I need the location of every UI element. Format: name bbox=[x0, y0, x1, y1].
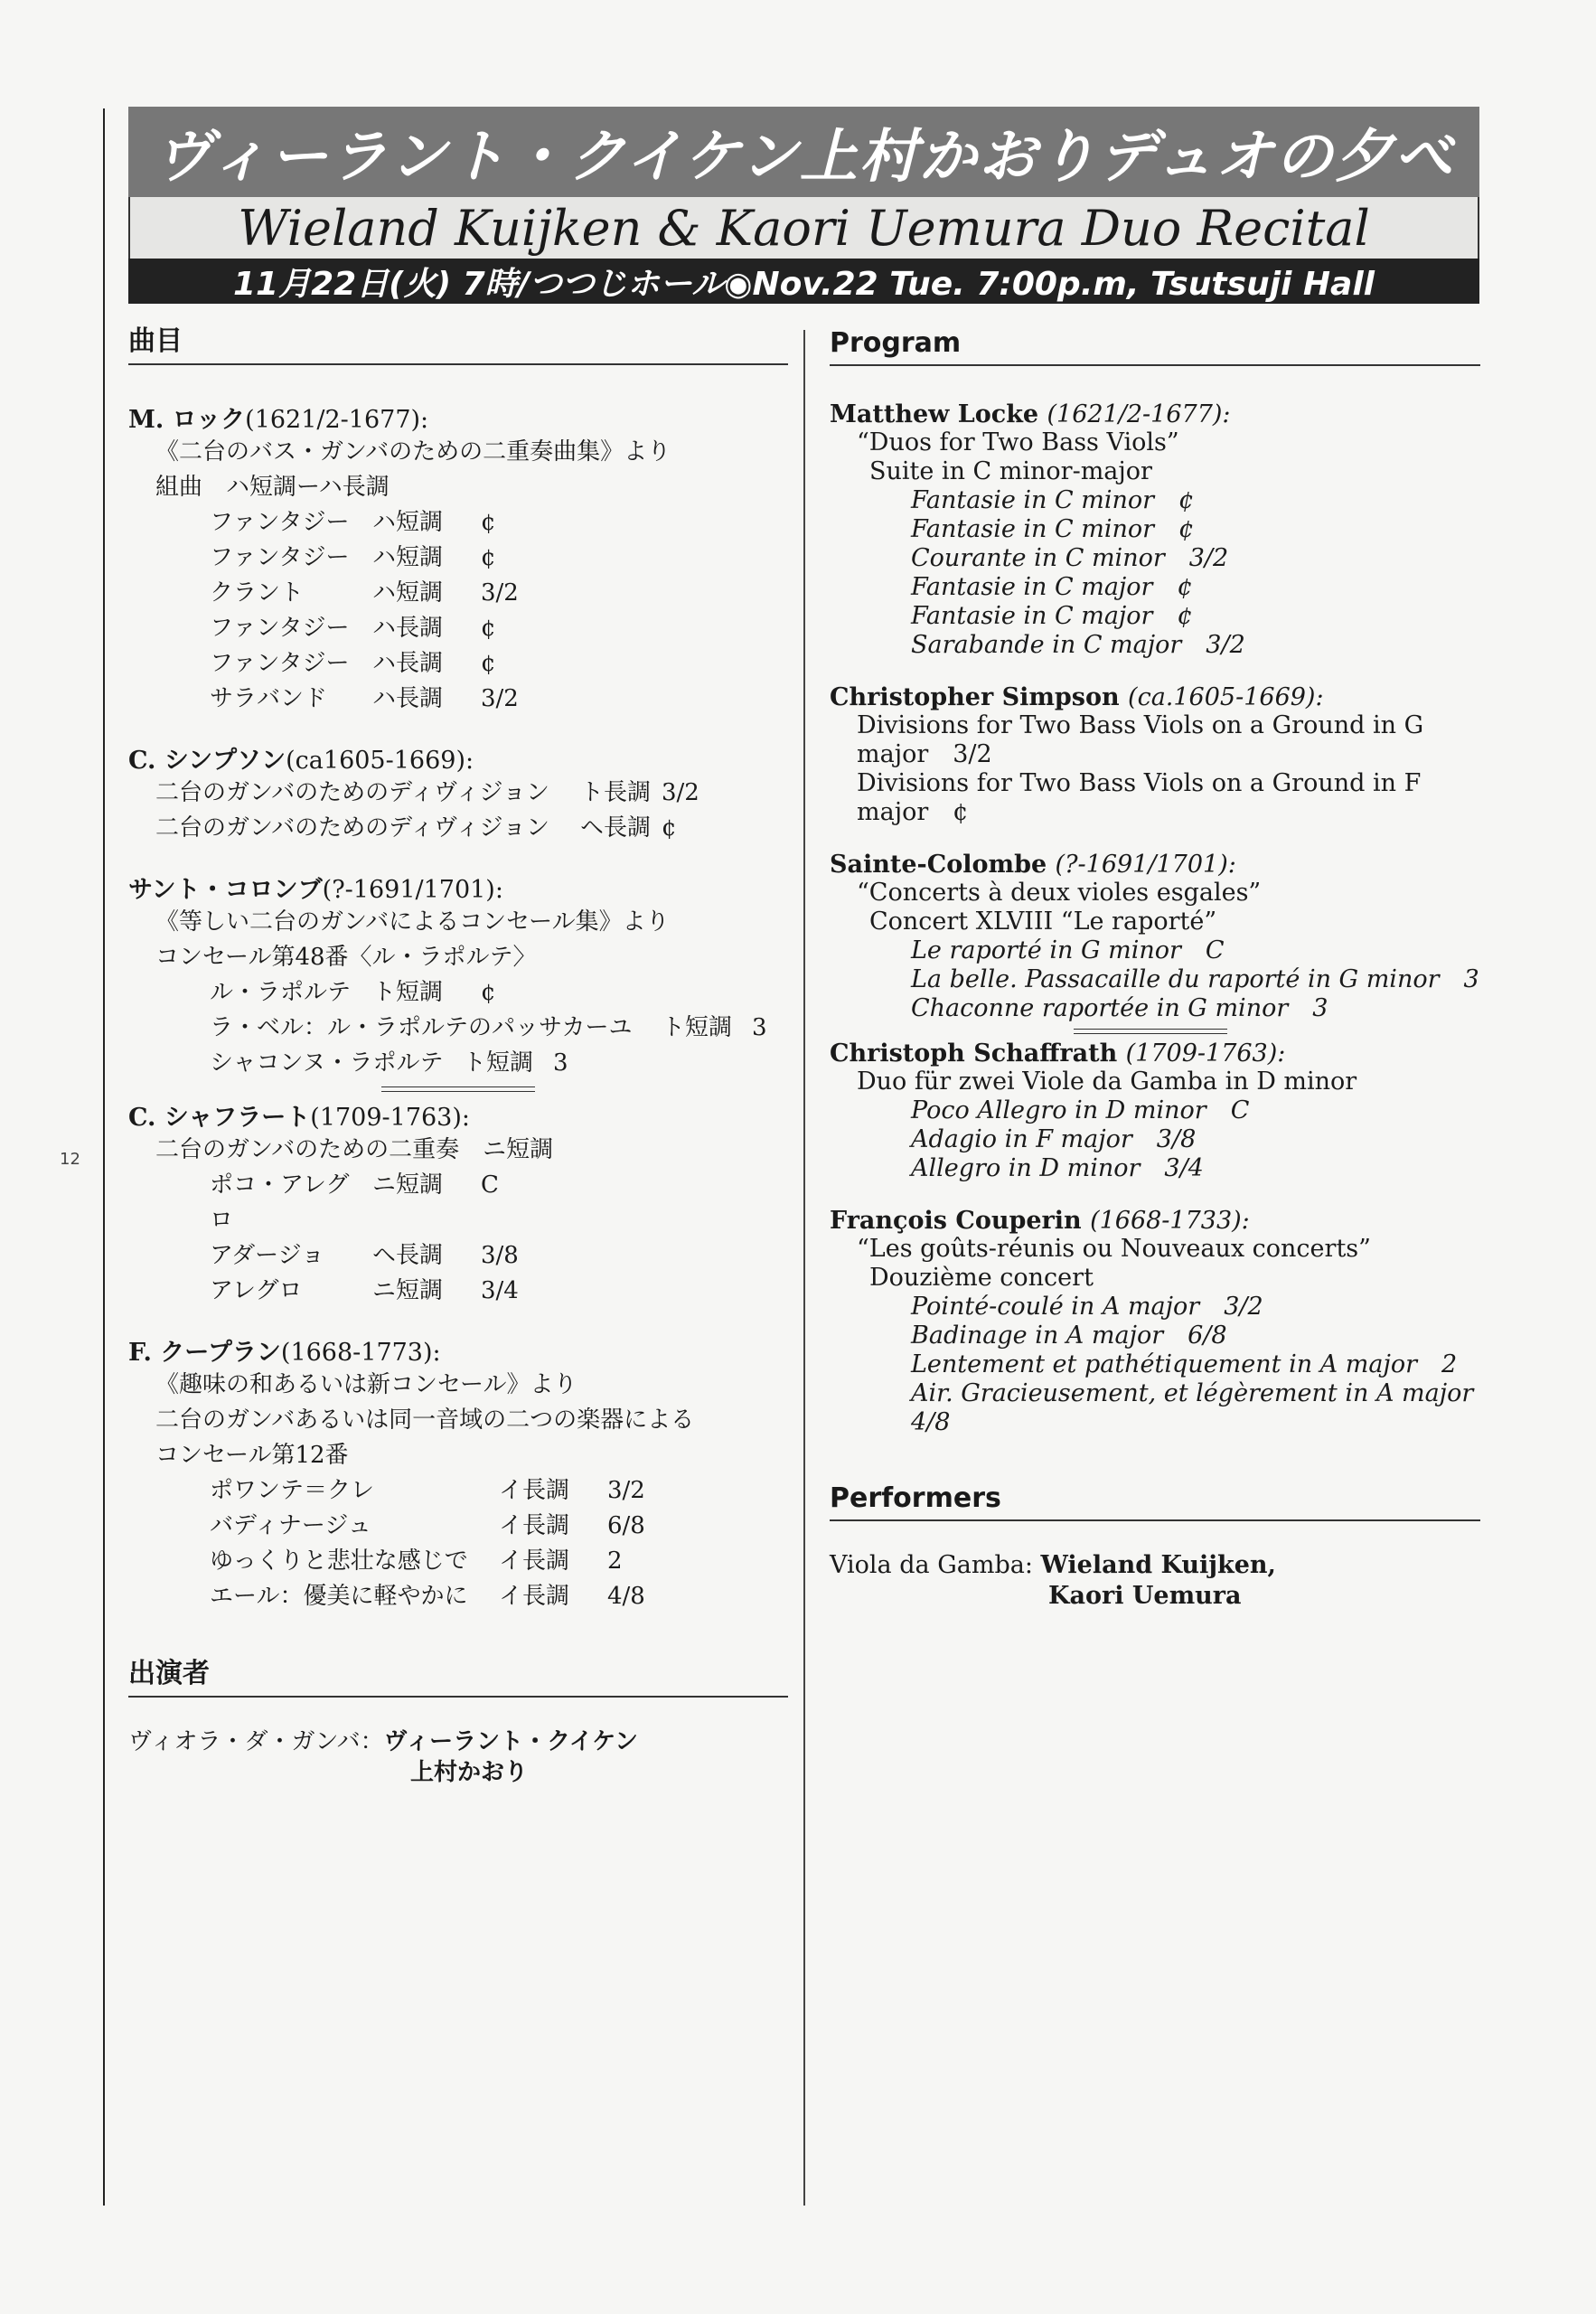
title-block bbox=[128, 107, 1479, 304]
movement-row: Fantasie in C minor ¢ bbox=[911, 486, 1195, 514]
movement-row: Fantasie in C major ¢ bbox=[911, 573, 1193, 601]
movement-row: Le raporté in G minor C bbox=[911, 936, 1225, 964]
movement-row: Lentement et pathétiquement in A major 2 bbox=[911, 1350, 1458, 1378]
concert-title: コンセール第48番〈ル・ラポルテ〉 bbox=[155, 944, 537, 971]
movement-row: Poco Allegro in D minor C bbox=[911, 1096, 1250, 1124]
movement-row: Fantasie in C minor ¢ bbox=[911, 515, 1195, 543]
double-rule bbox=[1074, 1029, 1227, 1034]
performers-heading-en: Performers bbox=[830, 1482, 1480, 1521]
movement-row: シャコンヌ・ラポルテ ト短調 3 bbox=[210, 1049, 568, 1077]
japanese-program-column bbox=[128, 318, 788, 1788]
movement-row: Chaconne raportée in G minor 3 bbox=[911, 994, 1328, 1022]
movement-row: Allegro in D minor 3/4 bbox=[911, 1154, 1204, 1182]
composer-locke-en: Matthew Locke (1621/2-1677): bbox=[830, 400, 1231, 428]
work-row: 二台のガンバのためのディヴィジョン ヘ長調 ¢ bbox=[155, 814, 677, 842]
title-en: Wieland Kuijken & Kaori Uemura Duo Recital bbox=[128, 197, 1479, 259]
work-row: 二台のガンバのためのディヴィジョン ト長調 3/2 bbox=[155, 779, 699, 806]
composer-schaffrath-jp: C. シャフラート(1709-1763): bbox=[128, 1104, 470, 1132]
work-title: “Concerts à deux violes esgales” bbox=[857, 879, 1262, 907]
movement-row: ラ・ベル：ル・ラポルテのパッサカーユ ト短調 3 bbox=[210, 1014, 767, 1041]
page-number: 12 bbox=[60, 1150, 80, 1169]
movement-row: Sarabande in C major 3/2 bbox=[911, 631, 1245, 659]
movement-row: エール：優美に軽やかに イ長調 4/8 bbox=[210, 1583, 645, 1610]
work-title: “Duos for Two Bass Viols” bbox=[857, 428, 1179, 456]
movement-row: ファンタジー ハ短調 ¢ bbox=[210, 544, 496, 571]
performers-en: Viola da Gamba: Wieland Kuijken, Kaori Uemura bbox=[830, 1551, 1276, 1610]
composer-simpson-jp: C. シンプソン(ca1605-1669): bbox=[128, 747, 474, 775]
work-title: “Les goûts-réunis ou Nouveaux concerts” bbox=[857, 1235, 1371, 1263]
movement-row: ポコ・アレグロ ニ短調 C bbox=[210, 1171, 499, 1234]
work-title: 二台のガンバのための二重奏 ニ短調 bbox=[155, 1136, 554, 1163]
title-jp: ヴィーラント・クイケン上村かおりデュオの夕べ bbox=[128, 107, 1479, 197]
performers-jp: ヴィオラ・ダ・ガンバ：ヴィーラント・クイケン 上村かおり bbox=[128, 1728, 638, 1786]
movement-row: Courante in C minor 3/2 bbox=[911, 544, 1229, 572]
column-divider bbox=[803, 330, 805, 2206]
composer-couperin-jp: F. クープラン(1668-1773): bbox=[128, 1339, 441, 1367]
movement-row: ポワンテ＝クレ イ長調 3/2 bbox=[210, 1477, 645, 1504]
composer-locke-jp: M. ロック(1621/2-1677): bbox=[128, 406, 429, 434]
movement-row: La belle. Passacaille du raporté in G minor 3 bbox=[911, 965, 1479, 993]
date-venue-line: 11月22日(火) 7時/つつじホール◉Nov.22 Tue. 7:00p.m, Tsutsuji Hall bbox=[128, 259, 1479, 304]
work-title: Divisions for Two Bass Viols on a Ground in G major 3/2 bbox=[857, 711, 1424, 768]
composer-simpson-en: Christopher Simpson (ca.1605-1669): bbox=[830, 683, 1324, 711]
work-title: 《二台のバス・ガンバのための二重奏曲集》より bbox=[155, 438, 671, 466]
movement-row: Fantasie in C major ¢ bbox=[911, 602, 1193, 630]
movement-row: Pointé-coulé in A major 3/2 bbox=[911, 1293, 1263, 1321]
movement-row: Adagio in F major 3/8 bbox=[911, 1125, 1197, 1153]
left-margin-rule bbox=[103, 108, 105, 2206]
movement-row: ファンタジー ハ短調 ¢ bbox=[210, 509, 496, 536]
movement-row: ファンタジー ハ長調 ¢ bbox=[210, 615, 496, 642]
composer-couperin-en: François Couperin (1668-1733): bbox=[830, 1207, 1250, 1235]
movement-row: バディナージュ イ長調 6/8 bbox=[210, 1512, 645, 1539]
work-title: Divisions for Two Bass Viols on a Ground in F major ¢ bbox=[857, 769, 1422, 826]
program-heading-en: Program bbox=[830, 327, 1480, 366]
work-title: Duo für zwei Viole da Gamba in D minor bbox=[857, 1068, 1357, 1096]
english-program-column bbox=[830, 327, 1480, 1612]
composer-schaffrath-en: Christoph Schaffrath (1709-1763): bbox=[830, 1039, 1286, 1068]
work-title: 《趣味の和あるいは新コンセール》より bbox=[155, 1371, 577, 1398]
movement-row: ゆっくりと悲壮な感じで イ長調 2 bbox=[210, 1547, 623, 1575]
movement-row: Badinage in A major 6/8 bbox=[911, 1322, 1227, 1350]
work-subtitle: 二台のガンバあるいは同一音域の二つの楽器による bbox=[155, 1406, 695, 1434]
movement-row: ファンタジー ハ長調 ¢ bbox=[210, 650, 496, 677]
suite-title: Suite in C minor-major bbox=[869, 457, 1152, 485]
program-heading-jp: 曲目 bbox=[128, 318, 788, 365]
movement-row: Air. Gracieusement, et légèrement in A major 4/8 bbox=[911, 1379, 1474, 1436]
concert-title: コンセール第12番 bbox=[155, 1442, 349, 1469]
movement-row: ル・ラポルテ ト短調 ¢ bbox=[210, 979, 496, 1006]
composer-colombe-jp: サント・コロンブ(?-1691/1701): bbox=[128, 876, 503, 904]
movement-row: サラバンド ハ長調 3/2 bbox=[210, 685, 519, 712]
movement-row: アダージョ ヘ長調 3/8 bbox=[210, 1242, 519, 1269]
work-title: 《等しい二台のガンバによるコンセール集》より bbox=[155, 908, 670, 936]
double-rule bbox=[381, 1086, 535, 1092]
movement-row: アレグロ ニ短調 3/4 bbox=[210, 1277, 519, 1304]
concert-title: Concert XLVIII “Le raporté” bbox=[869, 908, 1217, 936]
composer-colombe-en: Sainte-Colombe (?-1691/1701): bbox=[830, 851, 1236, 879]
concert-title: Douzième concert bbox=[869, 1264, 1094, 1292]
performers-heading-jp: 出演者 bbox=[128, 1651, 788, 1698]
movement-row: クラント ハ短調 3/2 bbox=[210, 579, 519, 607]
suite-title: 組曲 ハ短調ーハ長調 bbox=[155, 474, 390, 501]
